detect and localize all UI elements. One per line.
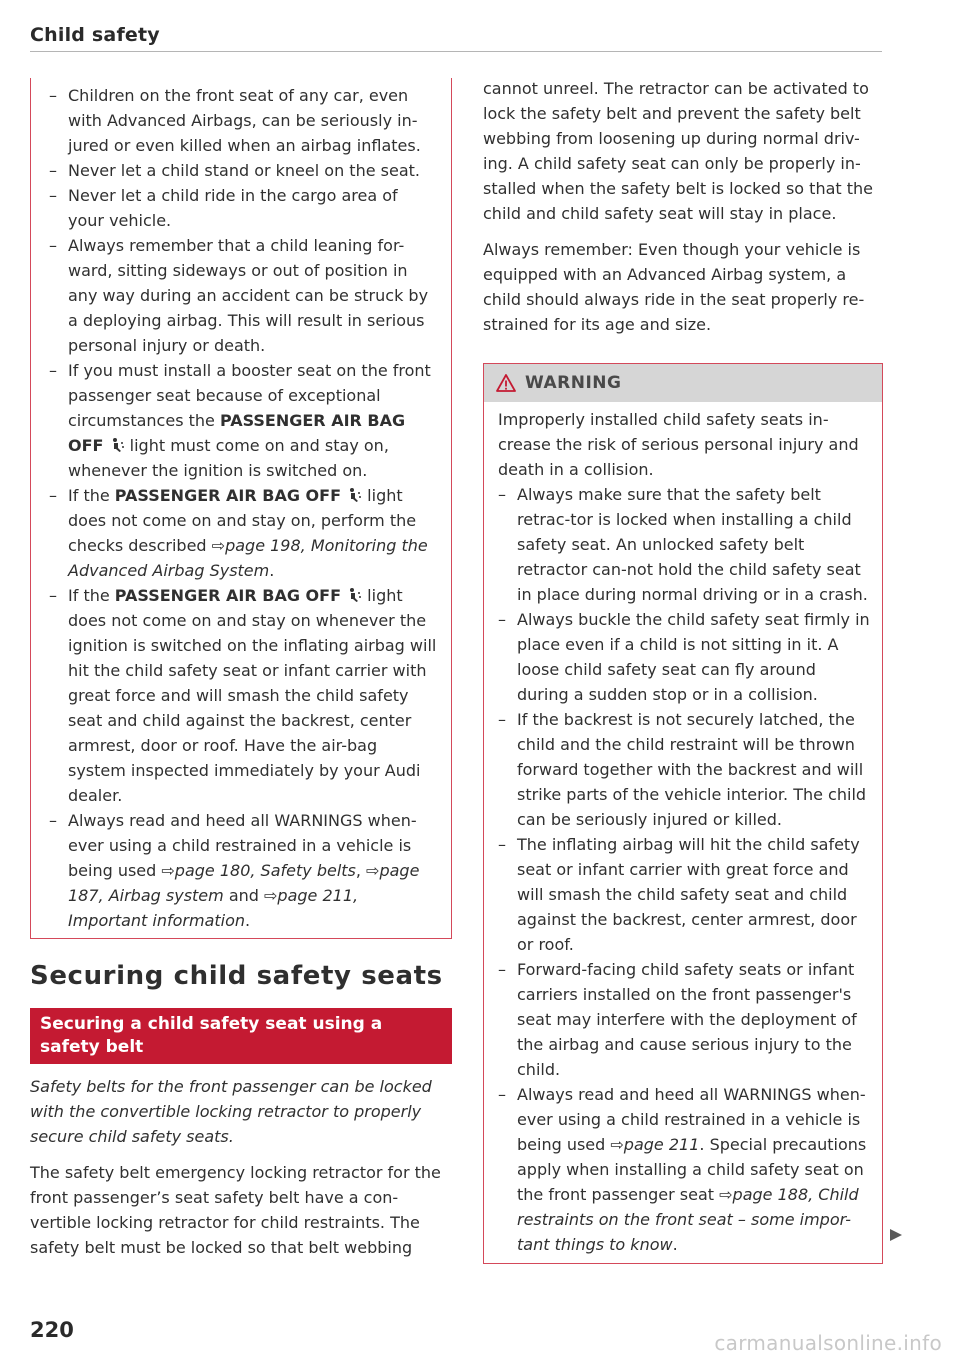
airbag-off-icon (346, 587, 362, 603)
list-item: – Children on the front seat of any car, even with Advanced Airbags, can be seriously in-jured or even killed when an airbag inflates. (49, 83, 437, 158)
warning-body (484, 402, 882, 1263)
airbag-off-icon (109, 437, 125, 453)
body-paragraph: Always remember: Even though your vehicle is equipped with an Advanced Airbag system, a child should always ride in the seat properly re-strained for its age and size. (483, 240, 865, 334)
list-item: – If the PASSENGER AIR BAG OFF light does not come on and stay on whenever the ignition is switched on the inflating airbag will hit the child safety seat or infant carrier with great force and will smash the child safety seat and child against the backrest, center armrest, door or roof. Have the air-bag system inspected immediately by your Audi dealer. (49, 583, 437, 808)
page-reference-link[interactable]: ⇨page 211, Important information (68, 886, 359, 930)
list-item: – Always remember that a child leaning for-ward, sitting sideways or out of position in any way during an accident can be struck by a deploying airbag. This will result in serious personal injury or death. (49, 233, 437, 358)
warning-list-right (498, 482, 870, 1257)
subsection-heading: Securing a child safety seat using a safety belt (30, 1008, 452, 1064)
body-paragraph: cannot unreel. The retractor can be activated to lock the safety belt and prevent the safety belt webbing from loosening up during normal driv-ing. A child safety seat can only be properly in-stalled when the safety belt is locked so that the child and child safety seat will stay in place. (483, 79, 874, 223)
page-reference-link[interactable]: ⇨page 188, Child restraints on the front seat – some impor-tant things to know (517, 1185, 859, 1254)
page-reference-link[interactable]: ⇨page 211 (610, 1135, 700, 1154)
list-item: – Forward-facing child safety seats or infant carriers installed on the front passenger's seat may interfere with the deployment of the airbag and cause serious injury to the child. (498, 957, 870, 1082)
warning-box (483, 363, 883, 1264)
right-column (483, 76, 883, 1264)
page-header-title: Child safety (30, 24, 160, 46)
warning-header (484, 364, 882, 402)
section-title: Securing child safety seats (30, 961, 443, 991)
body-paragraph: The safety belt emergency locking retractor for the front passenger’s seat safety belt have a con-vertible locking retractor for child restraints. The safety belt must be locked so that belt webbing (30, 1163, 441, 1257)
list-item: – If the PASSENGER AIR BAG OFF light does not come on and stay on, perform the checks described ⇨page 198, Monitoring the Advanced Airbag System. (49, 483, 437, 583)
airbag-off-label: PASSENGER AIR BAG OFF (114, 486, 341, 505)
left-column (30, 78, 452, 1260)
header-divider (30, 51, 882, 52)
page-reference-link[interactable]: ⇨page 187, Airbag system (68, 861, 420, 905)
page-reference-link[interactable]: ⇨page 198, Monitoring the Advanced Airbag System (68, 536, 428, 580)
list-item: – Always buckle the child safety seat firmly in place even if a child is not sitting in it. A loose child safety seat can fly around during a sudden stop or in a collision. (498, 607, 870, 707)
section-intro: Safety belts for the front passenger can be locked with the convertible locking retractor to properly secure child safety seats. (30, 1077, 432, 1146)
watermark: carmanualsonline.info (714, 1331, 942, 1355)
list-item: – Never let a child stand or kneel on the seat. (49, 158, 437, 183)
warning-label: WARNING (525, 373, 622, 393)
airbag-off-label: PASSENGER AIR BAG OFF (114, 586, 341, 605)
list-item: – If you must install a booster seat on the front passenger seat because of exceptional circumstances the PASSENGER AIR BAG OFF light must come on and stay on, whenever the ignition is switched on. (49, 358, 437, 483)
page-number: 220 (30, 1318, 74, 1342)
page-reference-link[interactable]: ⇨page 180, Safety belts (161, 861, 356, 880)
list-item: – The inflating airbag will hit the child safety seat or infant carrier with great force and will smash the child safety seat and child against the backrest, center armrest, door or roof. (498, 832, 870, 957)
list-item: – Never let a child ride in the cargo area of your vehicle. (49, 183, 437, 233)
list-item: – If the backrest is not securely latched, the child and the child restraint will be thrown forward together with the backrest and will strike parts of the vehicle interior. The child can be seriously injured or killed. (498, 707, 870, 832)
list-item: – Always read and heed all WARNINGS when-ever using a child restrained in a vehicle is being used ⇨page 180, Safety belts, ⇨page 187, Airbag system and ⇨page 211, Important information. (49, 808, 437, 933)
warning-list-left (49, 83, 437, 933)
airbag-off-icon (346, 487, 362, 503)
warning-triangle-icon (496, 374, 516, 392)
continue-arrow-icon (888, 1228, 904, 1242)
continued-warning-box (30, 78, 452, 939)
list-item: – Always make sure that the safety belt retrac-tor is locked when installing a child safety seat. An unlocked safety belt retractor can-not hold the child safety seat in place during normal driving or in a crash. (498, 482, 870, 607)
airbag-off-label: PASSENGER AIR BAG OFF (68, 411, 406, 455)
list-item: – Always read and heed all WARNINGS when-ever using a child restrained in a vehicle is being used ⇨page 211. Special precautions apply when installing a child safety seat on the front passenger seat ⇨page 188, Child restraints on the front seat – some impor-tant things to know. (498, 1082, 870, 1257)
warning-intro: Improperly installed child safety seats in-crease the risk of serious personal injury and death in a collision. (498, 410, 859, 479)
